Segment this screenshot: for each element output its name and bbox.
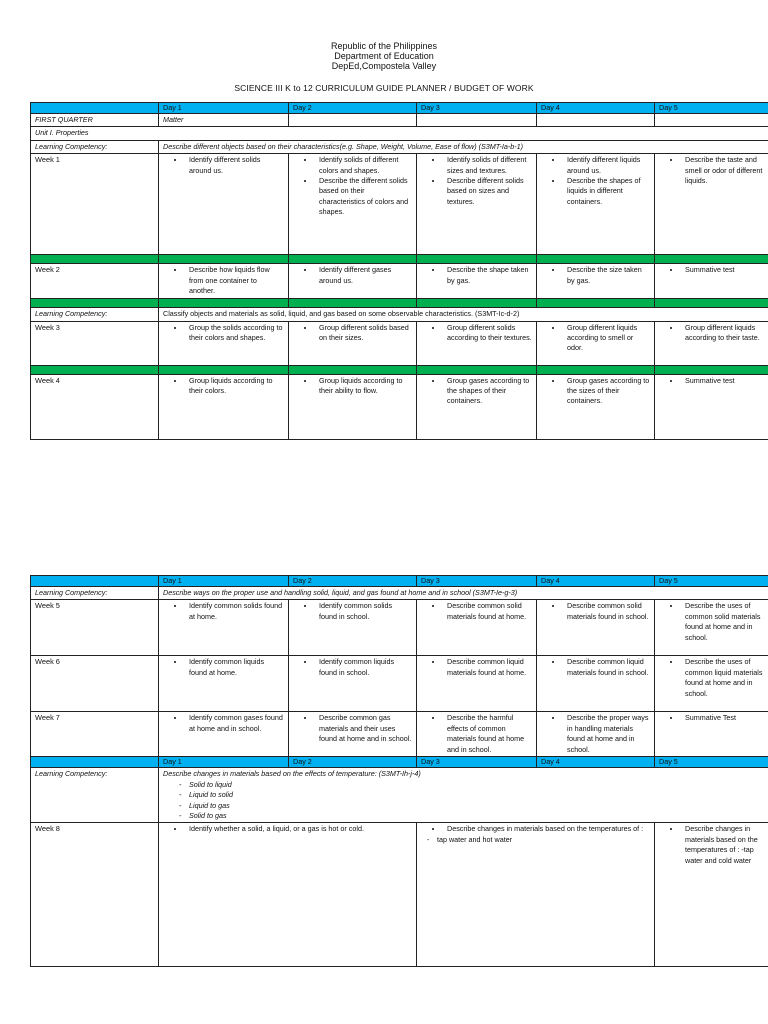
green-separator <box>31 365 768 374</box>
header-line-division: DepEd,Compostela Valley <box>331 61 437 71</box>
activity-item: • Describe the harmful effects of common materials found at home and in school. <box>443 713 532 755</box>
day-header-4: Day 4 <box>537 757 655 768</box>
activity-item: • Group gases according to the shapes of their containers. <box>443 376 532 407</box>
day-cell-3-4 <box>417 823 655 967</box>
unit-label: Unit I. Properties <box>31 127 768 140</box>
week-row-2 <box>31 264 768 299</box>
day-cell <box>655 374 768 439</box>
budget-table-quarter-1a <box>30 102 768 440</box>
activity-item: • Describe different solids based on sizes and textures. <box>443 176 532 207</box>
competency-text-4-main: Describe changes in materials based on the effects of temperature: (S3MT-Ih-j-4) <box>163 769 421 779</box>
day-header-4: Day 4 <box>537 576 655 587</box>
activity-sub-item: - tap water and hot water <box>427 835 650 845</box>
day-header-2: Day 2 <box>289 103 417 114</box>
day-cell <box>289 374 417 439</box>
day-header-row <box>31 757 768 768</box>
day-header-5: Day 5 <box>655 576 768 587</box>
day-header-blank <box>31 576 159 587</box>
activity-item: • Describe the proper ways in handling materials found at home and in school. <box>563 713 650 755</box>
activity-item: • Describe common solid materials found in school. <box>563 601 650 622</box>
competency-text-4 <box>159 768 768 823</box>
competency-sub-item: - Solid to gas <box>179 811 768 821</box>
empty-cell <box>289 114 417 127</box>
activity-item: • Identify common solids found in school. <box>315 601 412 622</box>
activity-item: • Identify common solids found at home. <box>185 601 284 622</box>
competency-row-3 <box>31 587 768 600</box>
day-cell <box>289 321 417 365</box>
day-cell <box>289 154 417 255</box>
activity-item: • Identify solids of different colors and shapes. <box>315 155 412 176</box>
week-row-4 <box>31 374 768 439</box>
day-header-1: Day 1 <box>159 757 289 768</box>
week-label: Week 3 <box>31 321 159 365</box>
green-separator <box>31 255 768 264</box>
day-header-5: Day 5 <box>655 103 768 114</box>
day-header-2: Day 2 <box>289 757 417 768</box>
activity-item: • Describe how liquids flow from one container to another. <box>185 265 284 296</box>
day-cell <box>655 712 768 757</box>
activity-item: • Identify whether a solid, a liquid, or a gas is hot or cold. <box>185 824 412 834</box>
activity-item: • Describe the size taken by gas. <box>563 265 650 286</box>
day-cell <box>289 600 417 656</box>
week-label: Week 2 <box>31 264 159 299</box>
day-cell <box>417 712 537 757</box>
day-cell <box>159 154 289 255</box>
activity-item: • Identify different liquids around us. <box>563 155 650 176</box>
header-line-republic: Republic of the Philippines <box>330 41 438 51</box>
day-header-3: Day 3 <box>417 103 537 114</box>
activity-item: • Identify common liquids found in school. <box>315 657 412 678</box>
quarter-label: FIRST QUARTER <box>31 114 159 127</box>
competency-label: Learning Competency: <box>31 768 159 823</box>
activity-item: • Describe the different solids based on their characteristics of colors and shapes. <box>315 176 412 218</box>
week-row-3 <box>31 321 768 365</box>
empty-cell <box>655 114 768 127</box>
activity-item: • Summative test <box>681 376 768 386</box>
competency-sub-item: - Liquid to gas <box>179 801 768 811</box>
activity-item: • Group the solids according to their colors and shapes. <box>185 323 284 344</box>
competency-label: Learning Competency: <box>31 308 159 321</box>
day-cell <box>159 712 289 757</box>
day-cell <box>537 374 655 439</box>
activity-item: • Describe changes in materials based on the temperatures of : <box>443 824 650 834</box>
activity-item: • Describe the uses of common solid materials found at home and in school. <box>681 601 768 643</box>
activity-item: • Identify common liquids found at home. <box>185 657 284 678</box>
activity-item: • Describe the taste and smell or odor of different liquids. <box>681 155 768 186</box>
day-cell <box>417 321 537 365</box>
competency-label: Learning Competency: <box>31 587 159 600</box>
activity-item: • Group gases according to the sizes of their containers. <box>563 376 650 407</box>
week-label: Week 4 <box>31 374 159 439</box>
day-cell <box>537 600 655 656</box>
day-cell <box>655 656 768 712</box>
unit-row <box>31 127 768 140</box>
activity-item: • Describe common gas materials and their uses found at home and in school. <box>315 713 412 744</box>
competency-sub-item: - Liquid to solid <box>179 790 768 800</box>
week-label: Week 6 <box>31 656 159 712</box>
week-label: Week 5 <box>31 600 159 656</box>
week-row-7 <box>31 712 768 757</box>
activity-item: • Describe changes in materials based on the temperatures of : -tap water and cold water <box>681 824 768 866</box>
week-label: Week 8 <box>31 823 159 967</box>
green-separator <box>31 299 768 308</box>
day-cell <box>159 600 289 656</box>
week-row-5 <box>31 600 768 656</box>
activity-item: • Summative Test <box>681 713 768 723</box>
empty-cell <box>417 114 537 127</box>
day-cell <box>289 264 417 299</box>
document-title: SCIENCE III K to 12 CURRICULUM GUIDE PLANNER / BUDGET OF WORK <box>234 83 534 93</box>
day-header-1: Day 1 <box>159 103 289 114</box>
activity-item: • Describe common solid materials found at home. <box>443 601 532 622</box>
day-cell <box>655 321 768 365</box>
week-row-8 <box>31 823 768 967</box>
day-cell-1-2 <box>159 823 417 967</box>
day-header-2: Day 2 <box>289 576 417 587</box>
activity-item: • Group different solids based on their sizes. <box>315 323 412 344</box>
day-cell <box>417 656 537 712</box>
header-line-department: Department of Education <box>334 51 434 61</box>
day-cell <box>159 656 289 712</box>
activity-item: • Group different solids according to their textures. <box>443 323 532 344</box>
day-header-blank <box>31 103 159 114</box>
week-row-1 <box>31 154 768 255</box>
day-header-4: Day 4 <box>537 103 655 114</box>
quarter-row <box>31 114 768 127</box>
day-header-row <box>31 576 768 587</box>
day-cell <box>159 264 289 299</box>
activity-item: • Identify different gases around us. <box>315 265 412 286</box>
quarter-topic: Matter <box>159 114 289 127</box>
day-cell <box>417 264 537 299</box>
week-label: Week 1 <box>31 154 159 255</box>
week-row-6 <box>31 656 768 712</box>
competency-text-2: Classify objects and materials as solid, liquid, and gas based on some observable characteristics. (S3MT-Ic-d-2) <box>159 308 768 321</box>
activity-item: • Group different liquids according to smell or odor. <box>563 323 650 354</box>
day-cell <box>417 154 537 255</box>
activity-item: • Describe common liquid materials found in school. <box>563 657 650 678</box>
activity-item: • Group liquids according to their ability to flow. <box>315 376 412 397</box>
day-header-row <box>31 103 768 114</box>
day-cell <box>159 321 289 365</box>
day-cell <box>537 712 655 757</box>
competency-text-1: Describe different objects based on their characteristics(e.g. Shape, Weight, Volume, Ease of flow) (S3MT-Ia-b-1) <box>159 140 768 153</box>
day-cell <box>537 656 655 712</box>
day-header-1: Day 1 <box>159 576 289 587</box>
competency-label: Learning Competency: <box>31 140 159 153</box>
competency-sub-item: - Solid to liquid <box>179 780 768 790</box>
week-label: Week 7 <box>31 712 159 757</box>
day-header-blank <box>31 757 159 768</box>
competency-row-1 <box>31 140 768 153</box>
activity-item: • Describe the uses of common liquid materials found at home and in school. <box>681 657 768 699</box>
day-cell <box>655 600 768 656</box>
day-header-5: Day 5 <box>655 757 768 768</box>
day-cell <box>655 264 768 299</box>
budget-table-quarter-1b <box>30 575 768 967</box>
activity-item: • Identify different solids around us. <box>185 155 284 176</box>
activity-item: • Identify common gases found at home and in school. <box>185 713 284 734</box>
competency-text-3: Describe ways on the proper use and handling solid, liquid, and gas found at home and in school (S3MT-Ie-g-3) <box>159 587 768 600</box>
day-cell <box>417 374 537 439</box>
day-header-3: Day 3 <box>417 576 537 587</box>
day-cell <box>289 656 417 712</box>
empty-cell <box>537 114 655 127</box>
competency-row-4 <box>31 768 768 823</box>
day-cell <box>289 712 417 757</box>
day-cell <box>655 154 768 255</box>
competency-row-2 <box>31 308 768 321</box>
day-cell <box>537 154 655 255</box>
activity-item: • Group liquids according to their colors. <box>185 376 284 397</box>
activity-item: • Summative test <box>681 265 768 275</box>
activity-item: • Group different liquids according to their taste. <box>681 323 768 344</box>
activity-item: • Describe the shape taken by gas. <box>443 265 532 286</box>
day-header-3: Day 3 <box>417 757 537 768</box>
activity-item: • Describe the shapes of liquids in different containers. <box>563 176 650 207</box>
activity-item: • Identify solids of different sizes and textures. <box>443 155 532 176</box>
document-header <box>0 41 768 71</box>
day-cell-5 <box>655 823 768 967</box>
activity-item: • Describe common liquid materials found at home. <box>443 657 532 678</box>
day-cell <box>417 600 537 656</box>
day-cell <box>537 264 655 299</box>
day-cell <box>159 374 289 439</box>
day-cell <box>537 321 655 365</box>
